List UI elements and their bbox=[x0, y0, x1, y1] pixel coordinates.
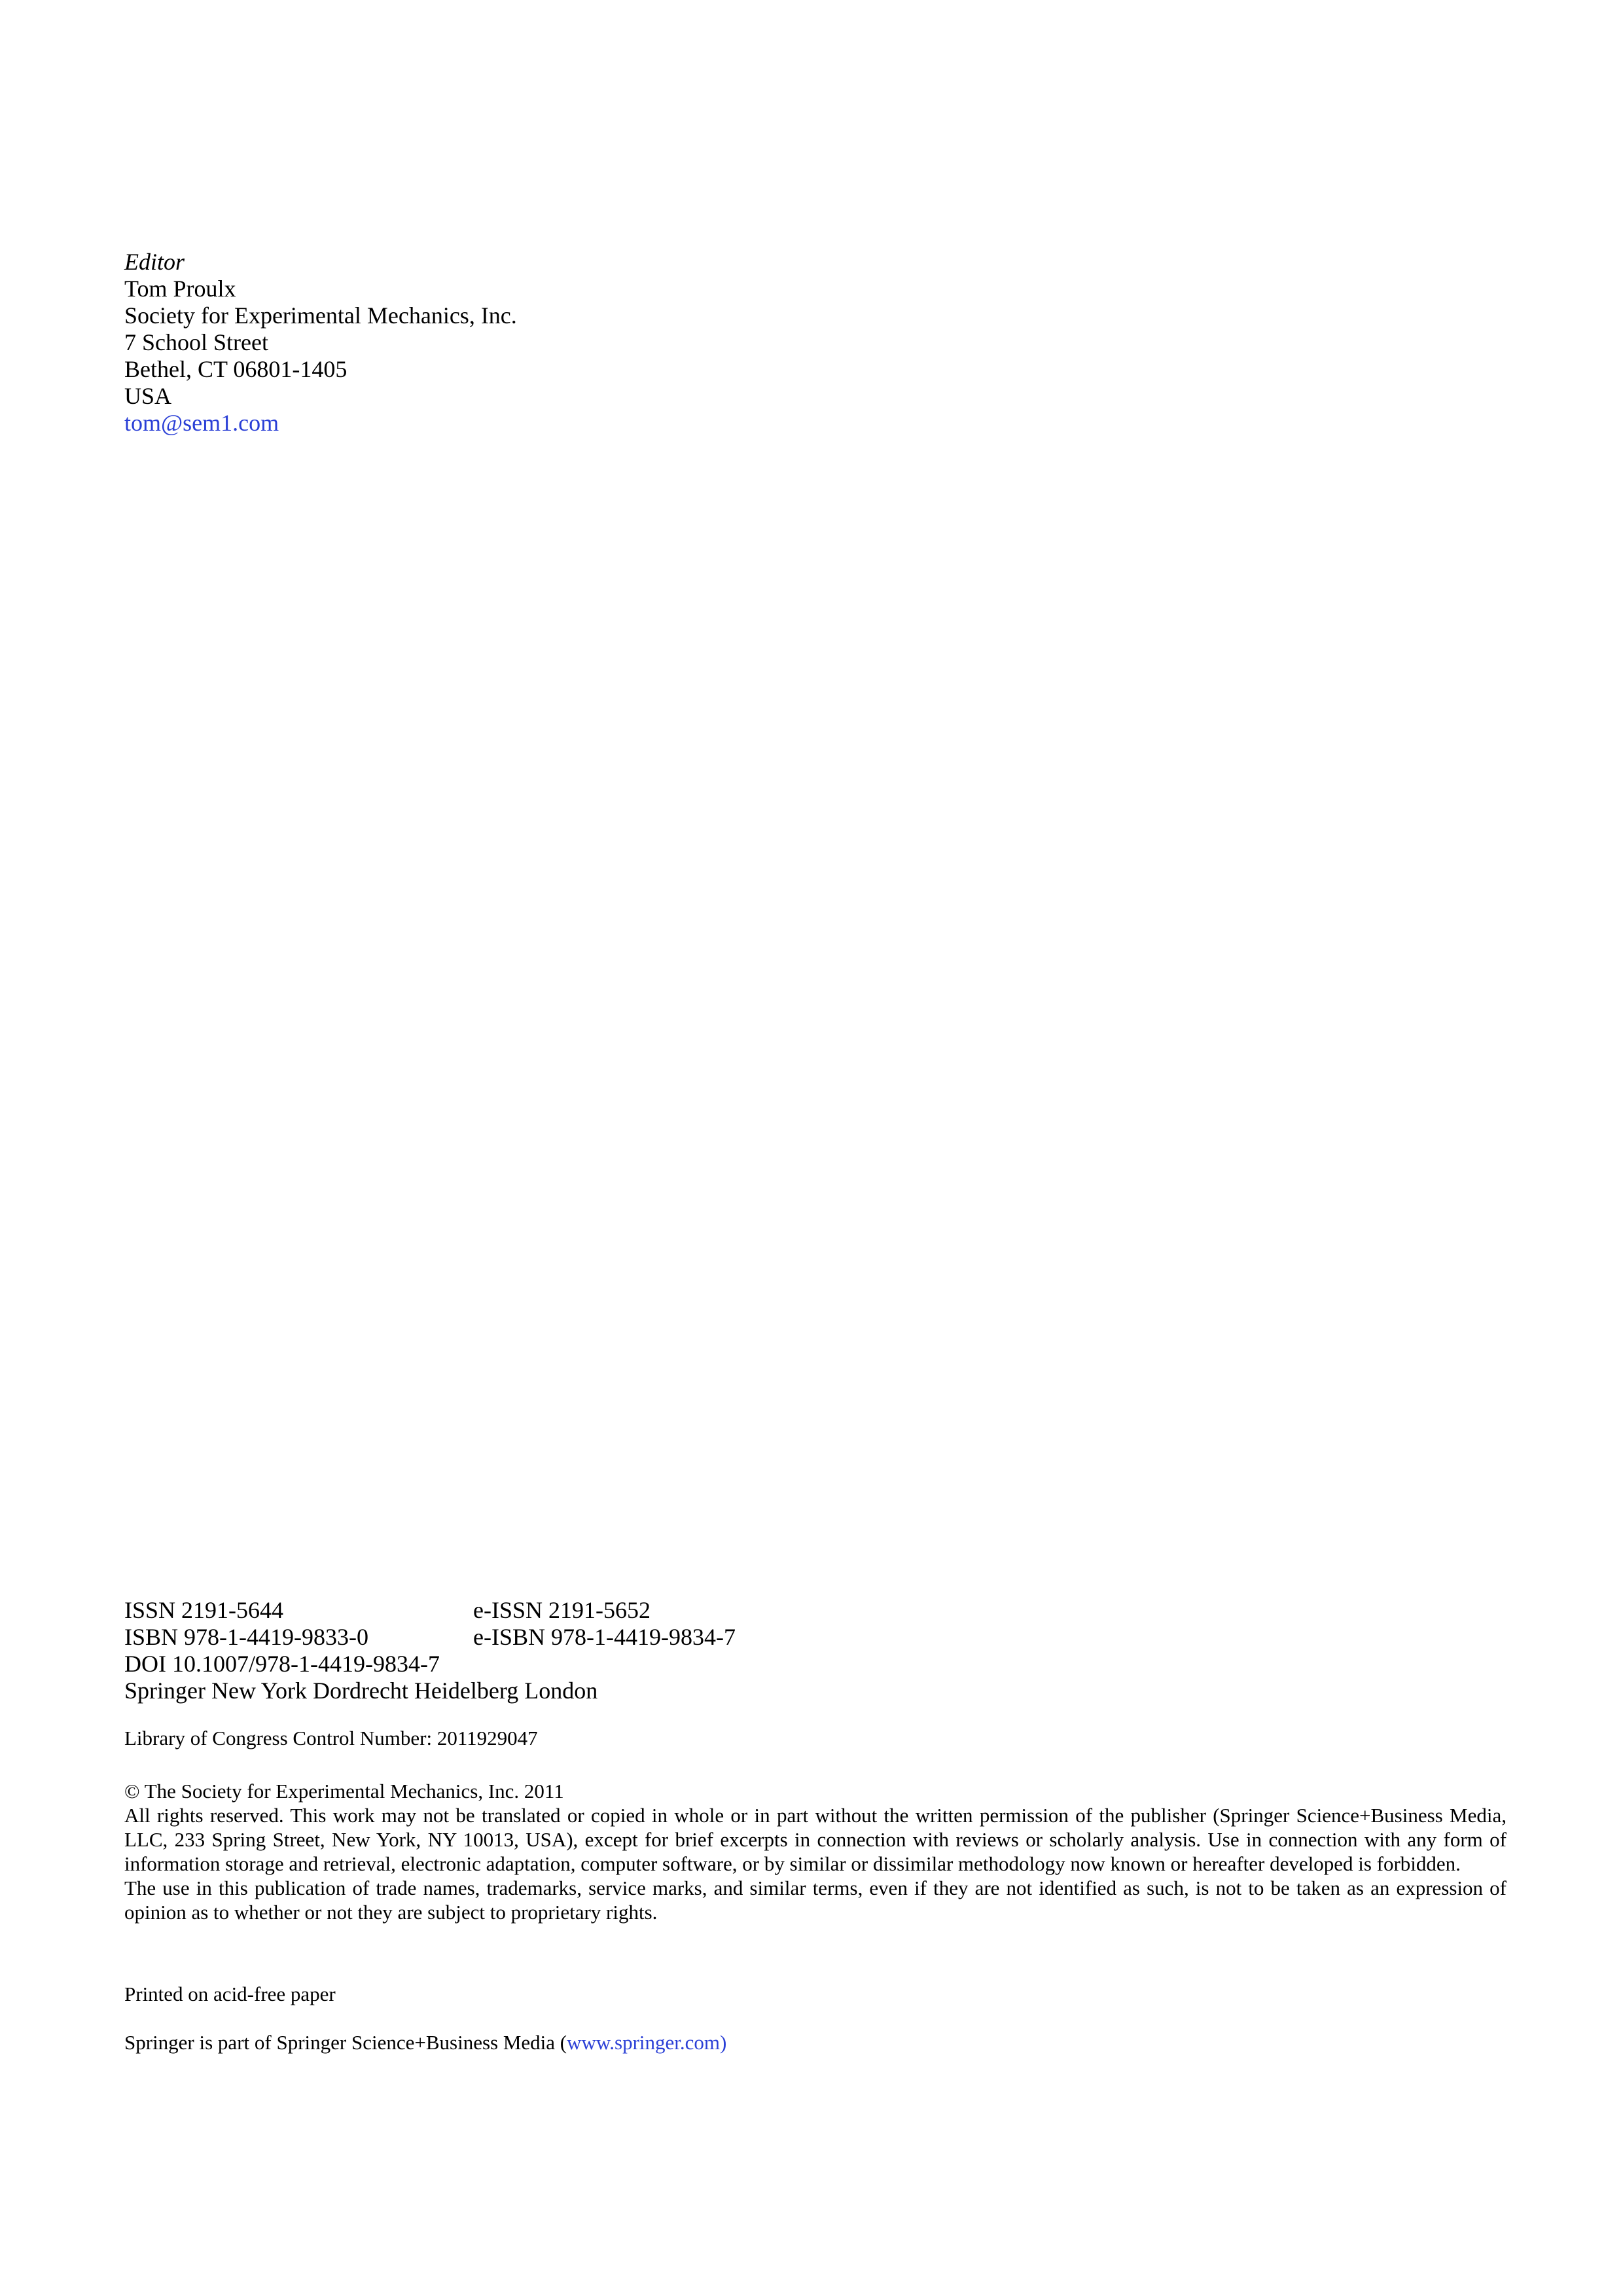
doi: DOI 10.1007/978-1-4419-9834-7 bbox=[124, 1651, 440, 1677]
isbn-row bbox=[124, 1624, 1512, 1651]
springer-part-line bbox=[124, 2030, 726, 2054]
editor-street: 7 School Street bbox=[124, 329, 268, 355]
copyright-notice: © The Society for Experimental Mechanics, Inc. 2011 bbox=[124, 1780, 564, 1803]
lccn: Library of Congress Control Number: 2011929047 bbox=[124, 1727, 538, 1749]
springer-part-text: Springer is part of Springer Science+Business Media ( bbox=[124, 2031, 567, 2054]
rights-statement: All rights reserved. This work may not be translated or copied in whole or in part without the written permission of the publisher (Springer Science+Business Media, LLC, 233 Spring Street, New York, NY 10013, USA), except for brief excerpts in connection with reviews or scholarly analysis. Use in connection with any form of information storage and retrieval, electronic adaptation, computer software, or by similar or dissimilar methodology now known or hereafter developed is forbidden. bbox=[124, 1804, 1507, 1875]
editor-block bbox=[124, 249, 517, 437]
isbn: ISBN 978-1-4419-9833-0 bbox=[124, 1624, 368, 1650]
editor-city: Bethel, CT 06801-1405 bbox=[124, 356, 348, 382]
editor-organization: Society for Experimental Mechanics, Inc. bbox=[124, 302, 517, 329]
printed-note: Printed on acid-free paper bbox=[124, 1982, 336, 2005]
eissn: e-ISSN 2191-5652 bbox=[473, 1597, 651, 1623]
publisher-line: Springer New York Dordrecht Heidelberg London bbox=[124, 1677, 598, 1704]
editor-email-link[interactable]: tom@sem1.com bbox=[124, 410, 279, 436]
issn: ISSN 2191-5644 bbox=[124, 1597, 284, 1623]
identifiers-block bbox=[124, 1597, 1512, 1704]
eisbn: e-ISBN 978-1-4419-9834-7 bbox=[473, 1624, 736, 1650]
editor-label: Editor bbox=[124, 249, 185, 275]
trademarks-statement: The use in this publication of trade names, trademarks, service marks, and similar terms, even if they are not identified as such, is not to be taken as an expression of opinion as to whether or not they are subject to proprietary rights. bbox=[124, 1876, 1507, 1924]
copyright-block bbox=[124, 1779, 1507, 1924]
issn-row bbox=[124, 1597, 1512, 1624]
editor-country: USA bbox=[124, 383, 172, 409]
springer-website-link[interactable]: www.springer.com) bbox=[567, 2031, 727, 2054]
editor-name: Tom Proulx bbox=[124, 276, 236, 302]
